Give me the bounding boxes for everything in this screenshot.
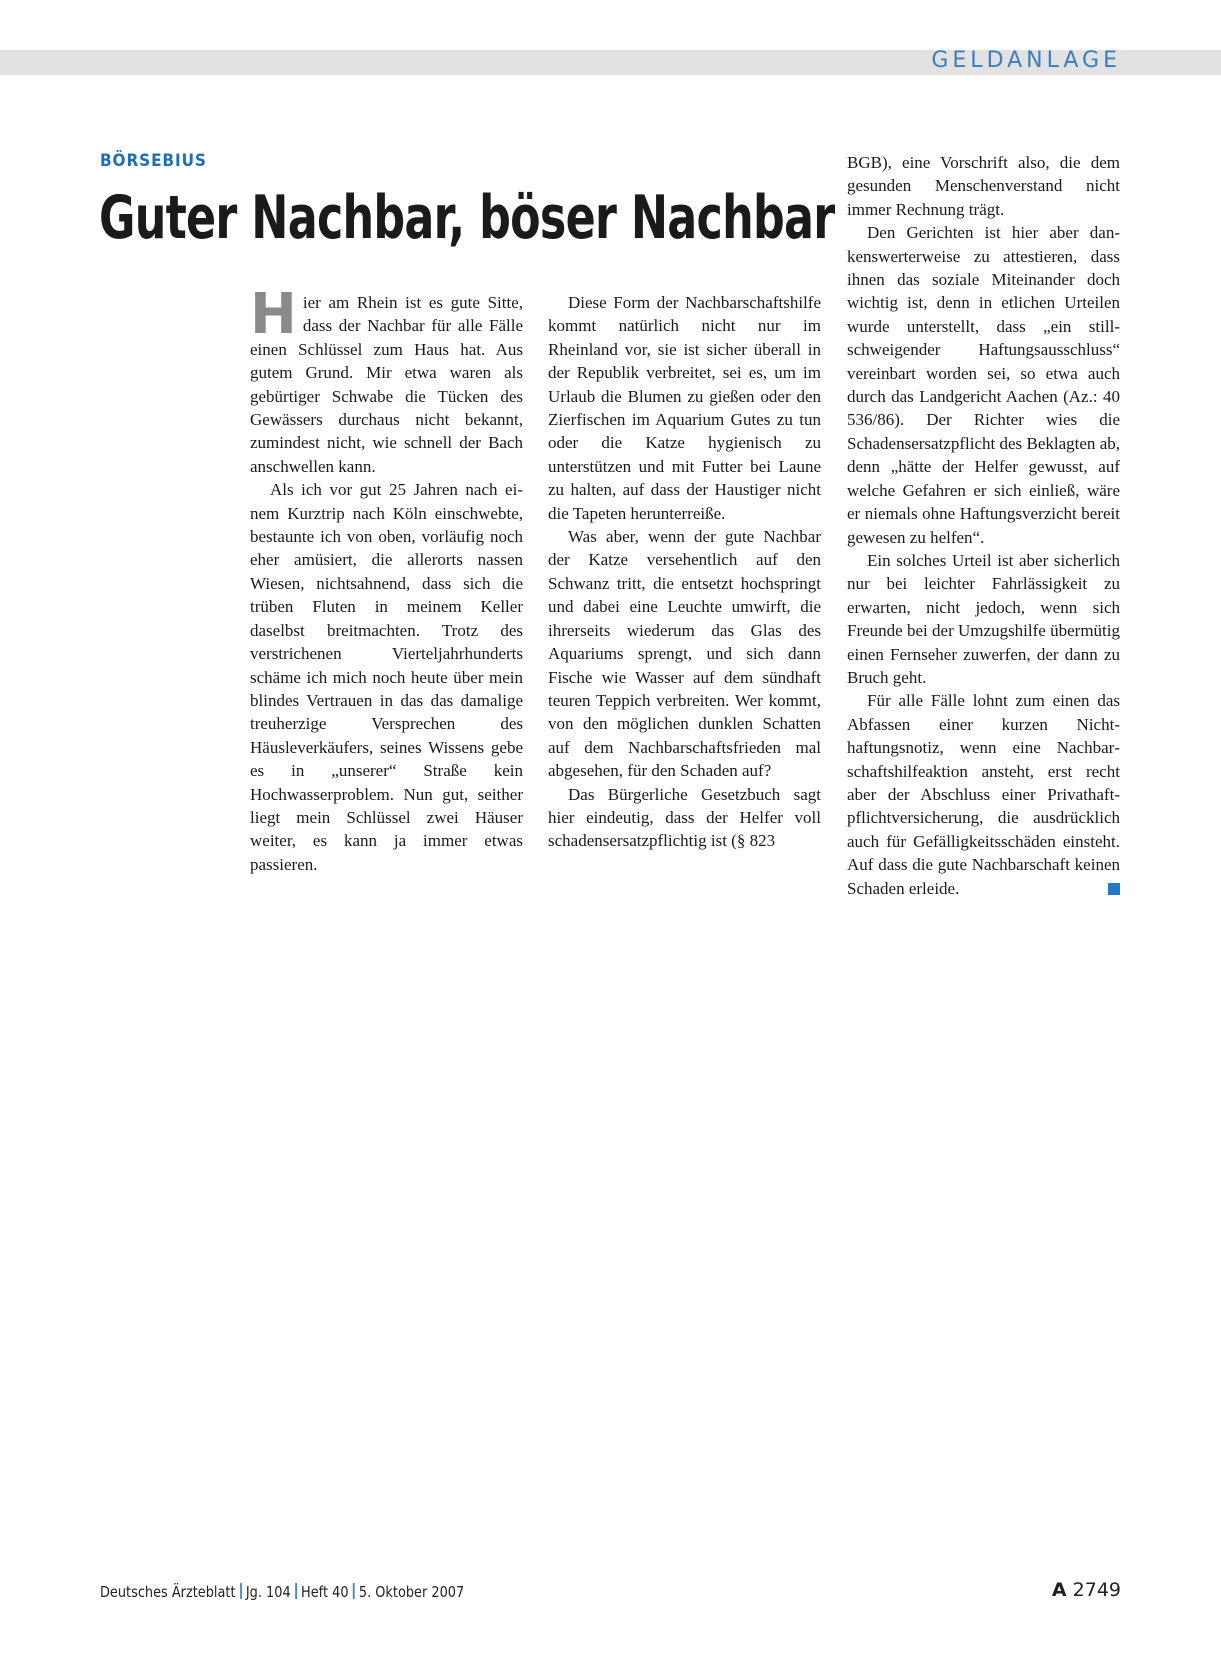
paragraph: BGB), eine Vorschrift also, die dem gesunden Menschenverstand nicht immer Rechnung trägt. [847, 153, 1120, 219]
divider [240, 1583, 242, 1599]
end-of-article-square-icon [1108, 883, 1120, 895]
page-prefix: A [1051, 1579, 1067, 1601]
paragraph: Ein solches Urteil ist aber sicherlich nur bei leichter Fahrlässigkeit zu erwarten, nicht jedoch, wenn sich Freunde bei der Umzugshilfe übermütig einen Fernseher zuwerfen, der dann zu Bruch geht. [847, 550, 1120, 687]
article-column-2 [548, 291, 821, 853]
page-number [1052, 1579, 1121, 1601]
article-column-1 [250, 282, 523, 876]
paragraph-text: ier am Rhein ist es gute Sitte, dass der Nachbar für alle Fälle einen Schlüssel zum Haus hat. Aus gutem Grund. Mir etwa waren als gebürtiger Schwabe die Tücken des Gewässers durchaus nicht bekannt, zumindest nicht, wie schnell der Bach anschwellen kann. [250, 293, 523, 476]
divider [295, 1583, 297, 1599]
article-column-3 [847, 151, 1120, 900]
paragraph [847, 689, 1120, 900]
divider [353, 1583, 355, 1599]
paragraph-text: Für alle Fälle lohnt zum einen das Abfassen einer kurzen Nichthaftungsnotiz, wenn eine Nachbarschaftshilfeaktion ansteht, erst recht aber der Abschluss einer Privathaftpflichtversicherung, die ausdrücklich auch für Gefälligkeitsschäden einsteht. Auf dass die gute Nachbarschaft keinen Schaden erleide. [847, 691, 1120, 898]
paragraph [250, 282, 523, 478]
paragraph: Was aber, wenn der gute Nachbar der Katze versehentlich auf den Schwanz tritt, die entsetzt hochspringt und dabei eine Leuchte umwirft, die ihrerseits wiederum das Glas des Aquariums sprengt, und sich dann Fische wie Wasser auf dem sündhaft teuren Teppich verbreiten. Wer kommt, von den möglichen dunklen Schatten auf dem Nachbarschaftsfrieden mal abgesehen, für den Schaden auf? [548, 527, 821, 781]
article-title: Guter Nachbar, böser Nachbar [99, 183, 835, 253]
volume: Jg. 104 [245, 1583, 291, 1601]
paragraph: Diese Form der Nachbarschaftshilfe kommt natürlich nicht nur im Rheinland vor, sie ist sicher überall in der Republik verbreitet, sei es, um im Urlaub die Blumen zu gießen oder den Zierfischen im Aquarium Gutes zu tun oder die Katze hygienisch zu unterstützen und mit Futter bei Laune zu halten, auf dass der Haustiger nicht die Tapeten herunterreiße. [548, 293, 821, 523]
section-label: GELDANLAGE [931, 48, 1121, 73]
paragraph: Das Bürgerliche Gesetzbuch sagt hier eindeutig, dass der Helfer voll schadensersatzpflichtig ist (§ 823 [548, 784, 821, 851]
drop-cap: H [250, 282, 297, 347]
page-number-value: 2749 [1072, 1579, 1121, 1601]
article-kicker: BÖRSEBIUS [100, 151, 207, 171]
journal-name: Deutsches Ärzteblatt [100, 1583, 236, 1601]
paragraph: Den Gerichten ist hier aber dankenswerterweise zu attestieren, dass ihnen das soziale Miteinander doch wichtig ist, denn in etlichen Urteilen wurde unterstellt, dass „ein stillschweigender Haftungsausschluss“ vereinbart worden sei, so etwa auch durch das Landgericht Aachen (Az.: 40 536/86). Der Richter wies die Schadensersatzpflicht des Beklagten ab, denn „hätte der Helfer gewusst, auf welche Gefahren er sich einließ, wäre er niemals ohne Haftungsverzicht bereit gewesen zu helfen“. [847, 223, 1120, 547]
issue: Heft 40 [301, 1583, 349, 1601]
footer-citation [100, 1583, 464, 1601]
paragraph: Als ich vor gut 25 Jahren nach einem Kurztrip nach Köln einschwebte, bestaunte ich von oben, vorläufig noch eher amüsiert, die allerorts nassen Wiesen, nichtsahnend, dass sich die trüben Fluten in meinem Keller daselbst breitmachten. Trotz des verstrichenen Vierteljahrhunderts schäme ich mich noch heute über mein blindes Vertrauen in das das damalige treuherzige Versprechen des Häusleverkäufers, seines Wissens gebe es in „unserer“ Straße kein Hochwasserproblem. Nun gut, seither liegt mein Schlüssel zwei Häuser weiter, es kann ja immer etwas passieren. [250, 480, 523, 874]
issue-date: 5. Oktober 2007 [358, 1583, 465, 1601]
